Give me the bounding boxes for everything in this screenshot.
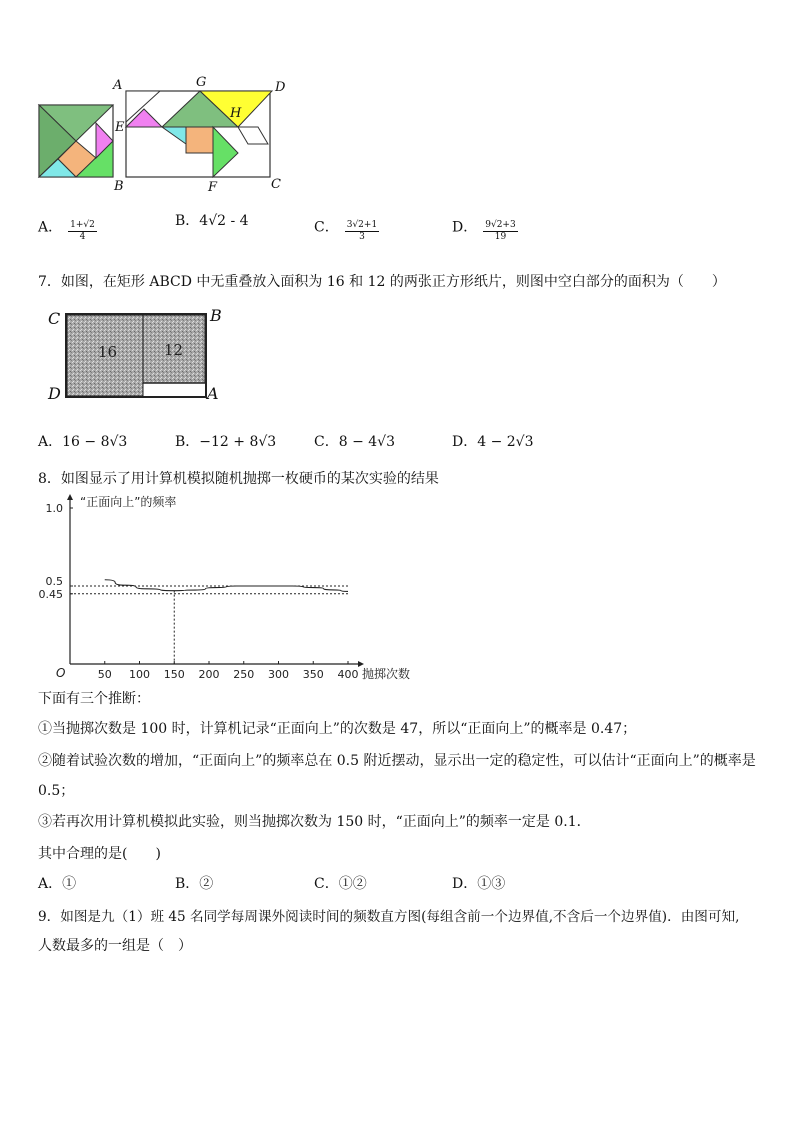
x-tick-label: 350 [302,668,324,681]
label-H: H [230,106,242,121]
q8-option-d[interactable]: D．①③ [452,876,506,892]
q8-inference-2-cont: 0.5； [38,783,75,799]
q7-option-d[interactable]: D．4 − 2√3 [452,434,534,450]
q7-label-A: A [207,384,219,403]
q7-figure [44,306,234,402]
label-E: E [115,120,125,135]
q8-inference-2: ②随着试验次数的增加，“正面向上”的频率总在 0.5 附近摆动，显示出一定的稳定性，可以估计“正面向上”的概率是 [38,753,756,769]
y-axis-arrow [67,494,73,500]
q8-frequency-chart [30,488,411,683]
q7-option-b[interactable]: B．−12 + 8√3 [175,434,277,450]
q9-question-line1: 9．如图是九（1）班 45 名同学每周课外阅读时间的频数直方图(每组含前一个边界值,不含后一个边界值)．由图可知, [38,909,740,925]
q7-label-B: B [210,306,222,325]
q7-option-c[interactable]: C．8 − 4√3 [314,434,395,450]
q7-option-a[interactable]: A．16 − 8√3 [38,434,128,450]
x-tick-label: 200 [198,668,220,681]
q8-inference-header: 下面有三个推断： [38,691,150,707]
origin-label: O [56,666,66,680]
y-tick-label: 0.5 [45,575,63,588]
x-tick-label: 250 [233,668,255,681]
tangram-figure [36,78,296,192]
q6-option-b[interactable]: B．4√2 - 4 [175,213,249,229]
q8-option-b[interactable]: B．② [175,876,214,892]
x-tick-label: 150 [163,668,185,681]
q7-label-16: 16 [98,343,118,361]
q7-label-C: C [48,309,61,328]
q6-option-d[interactable]: D． $\frac{9√2+3}{19}$ [452,219,516,242]
y-tick-label: 1.0 [45,502,63,515]
q8-inference-3: ③若再次用计算机模拟此实验，则当抛掷次数为 150 时，“正面向上”的频率一定是 0.1． [38,814,591,830]
q8-prompt: 其中合理的是( ) [38,846,161,862]
q8-question: 8．如图显示了用计算机模拟随机抛掷一枚硬币的某次实验的结果 [38,471,439,487]
label-A: A [113,78,123,93]
q7-question: 7．如图，在矩形 ABCD 中无重叠放入面积为 16 和 12 的两张正方形纸片，则图中空白部分的面积为（ ） [38,274,726,290]
label-C: C [271,177,281,192]
x-tick-label: 400 [337,668,359,681]
x-tick-label: 300 [268,668,289,681]
label-F: F [208,180,218,195]
q6-option-c[interactable]: C． $\frac{3√2+1}{3}$ [314,219,378,242]
label-D: D [275,80,286,95]
q8-inference-1: ①当抛掷次数是 100 时，计算机记录“正面向上”的次数是 47，所以“正面向上”的概率是 0.47； [38,721,637,737]
q7-label-12: 12 [164,341,184,359]
label-G: G [196,75,207,90]
x-tick-label: 100 [129,668,150,681]
q8-option-a[interactable]: A．① [38,876,77,892]
q6-option-a[interactable]: A． $\frac{1+√2}{4}$ [38,219,95,242]
q8-option-c[interactable]: C．①② [314,876,367,892]
x-tick-label: 50 [97,668,112,681]
tangram-orange-square [186,127,213,153]
q9-question-line2: 人数最多的一组是（ ） [38,938,192,954]
y-tick-label: 0.45 [38,587,63,601]
q7-label-D: D [48,384,61,403]
x-axis-label: 抛掷次数 [362,667,411,681]
y-axis-label: “正面向上”的频率 [80,495,177,509]
label-B: B [114,179,124,194]
